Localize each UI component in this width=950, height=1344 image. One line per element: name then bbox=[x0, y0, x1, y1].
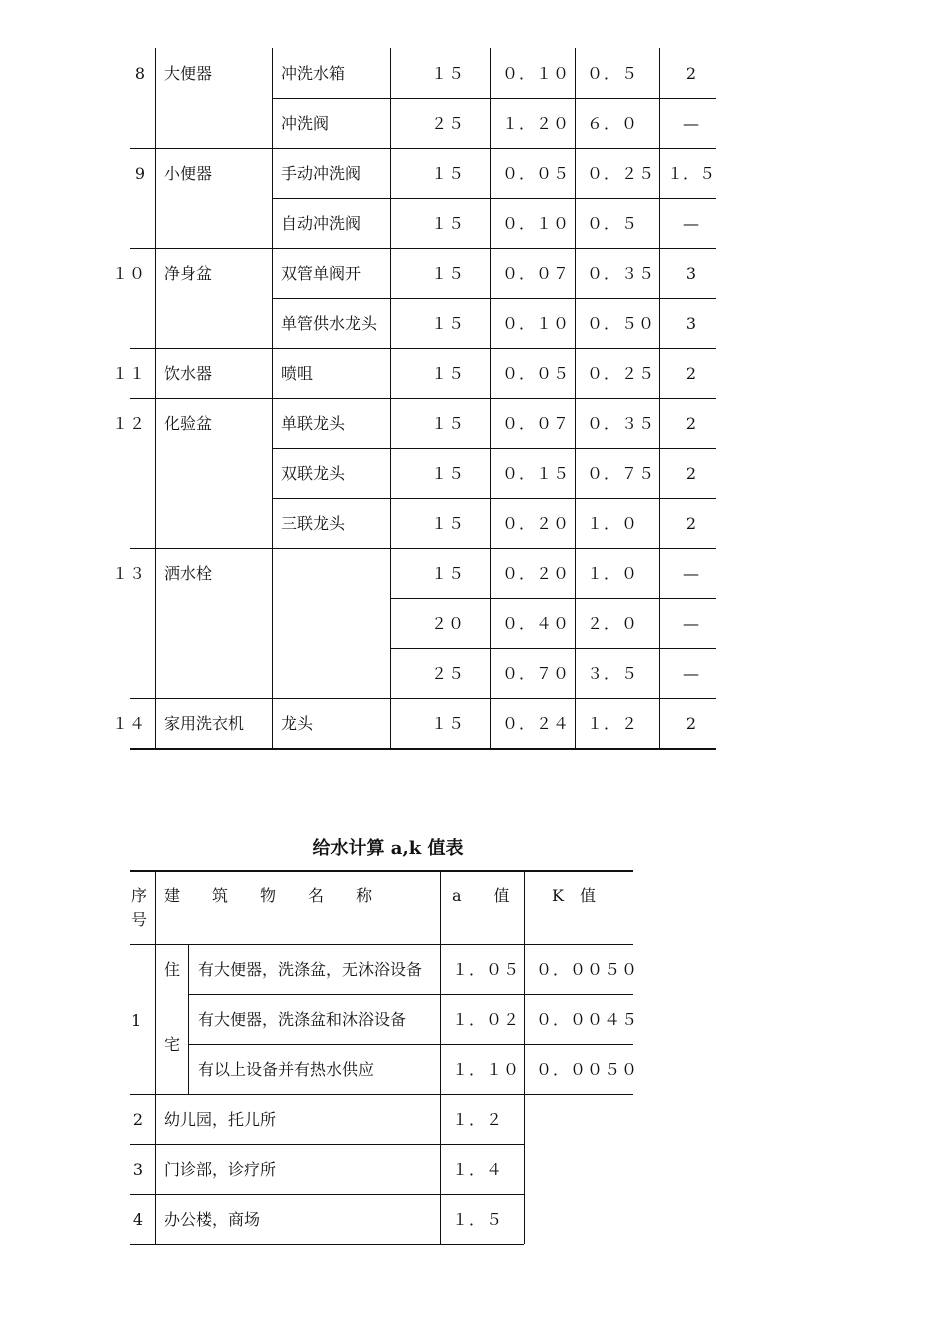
column-divider bbox=[575, 248, 576, 348]
fixture-name: 净身盆 bbox=[164, 264, 213, 283]
flow-value: ０．１５ bbox=[502, 464, 571, 483]
column-divider bbox=[155, 1144, 156, 1194]
flow-value: ０．０５ bbox=[502, 364, 571, 383]
a-value: １．１０ bbox=[452, 1060, 521, 1079]
pipe-diameter: １５ bbox=[430, 314, 465, 333]
column-divider bbox=[524, 870, 525, 1094]
column-divider bbox=[155, 1194, 156, 1244]
pipe-diameter: １５ bbox=[430, 564, 465, 583]
sub-row-separator bbox=[272, 498, 716, 499]
column-divider bbox=[390, 348, 391, 398]
building-description: 有以上设备并有热水供应 bbox=[198, 1060, 375, 1079]
fitting-name: 冲洗阀 bbox=[281, 114, 330, 133]
pipe-diameter: １５ bbox=[430, 414, 465, 433]
flow-value: ０．２４ bbox=[502, 714, 571, 733]
sub-row-separator bbox=[272, 448, 716, 449]
sub-row-separator bbox=[188, 1044, 633, 1045]
pressure-value: — bbox=[683, 664, 699, 683]
k-value: ０．００５０ bbox=[536, 960, 639, 979]
fixture-name: 化验盆 bbox=[164, 414, 213, 433]
a-value: １．４ bbox=[452, 1160, 504, 1179]
pipe-diameter: ２５ bbox=[430, 114, 465, 133]
header-separator bbox=[130, 944, 633, 945]
fixture-name: 洒水栓 bbox=[164, 564, 213, 583]
column-divider bbox=[272, 548, 273, 698]
column-divider bbox=[390, 248, 391, 348]
column-divider bbox=[272, 698, 273, 748]
pressure-value: 3 bbox=[685, 314, 697, 333]
building-description: 幼儿园，托儿所 bbox=[164, 1110, 277, 1129]
header-no-bottom: 号 bbox=[131, 910, 148, 929]
pipe-diameter: ２０ bbox=[430, 614, 465, 633]
building-description: 有大便器，洗涤盆，无沐浴设备 bbox=[198, 960, 423, 979]
equivalent-value: ２．０ bbox=[587, 614, 639, 633]
equivalent-value: ３．５ bbox=[587, 664, 639, 683]
k-value: ０．００４５ bbox=[536, 1010, 639, 1029]
fitting-name: 双管单阀开 bbox=[281, 264, 362, 283]
a-value: １．２ bbox=[452, 1110, 504, 1129]
equivalent-value: １．０ bbox=[587, 564, 639, 583]
row-number: １１ bbox=[111, 364, 146, 383]
row-separator bbox=[130, 748, 716, 750]
row-separator bbox=[130, 248, 716, 249]
row-separator bbox=[130, 1094, 633, 1095]
pipe-diameter: ２５ bbox=[430, 664, 465, 683]
flow-value: ０．１０ bbox=[502, 64, 571, 83]
column-divider bbox=[575, 48, 576, 148]
flow-value: ０．０５ bbox=[502, 164, 571, 183]
row-number: 3 bbox=[132, 1160, 144, 1179]
row-number: 9 bbox=[134, 164, 146, 183]
building-description: 办公楼，商场 bbox=[164, 1210, 261, 1229]
row-separator bbox=[130, 1194, 524, 1195]
fitting-name: 单联龙头 bbox=[281, 414, 346, 433]
building-description: 有大便器，洗涤盆和沐浴设备 bbox=[198, 1010, 407, 1029]
equivalent-value: ６．０ bbox=[587, 114, 639, 133]
equivalent-value: ０．２５ bbox=[587, 364, 656, 383]
equivalent-value: １．２ bbox=[587, 714, 639, 733]
pipe-diameter: １５ bbox=[430, 464, 465, 483]
row-separator bbox=[130, 548, 716, 549]
fixture-name: 小便器 bbox=[164, 164, 213, 183]
equivalent-value: ０．５ bbox=[587, 214, 639, 233]
equivalent-value: ０．５ bbox=[587, 64, 639, 83]
column-divider bbox=[155, 398, 156, 548]
pressure-value: — bbox=[683, 564, 699, 583]
group-number: 1 bbox=[131, 1011, 142, 1030]
column-divider bbox=[490, 548, 491, 698]
column-divider bbox=[390, 48, 391, 148]
sub-row-separator bbox=[390, 648, 716, 649]
column-divider bbox=[659, 148, 660, 248]
column-divider bbox=[155, 248, 156, 348]
row-separator bbox=[130, 1144, 524, 1145]
column-divider bbox=[390, 148, 391, 248]
pipe-diameter: １５ bbox=[430, 264, 465, 283]
column-divider bbox=[390, 398, 391, 548]
column-divider bbox=[490, 148, 491, 248]
pressure-value: — bbox=[683, 214, 699, 233]
column-divider bbox=[524, 1194, 525, 1244]
flow-value: ０．１０ bbox=[502, 214, 571, 233]
column-divider bbox=[390, 548, 391, 698]
column-divider bbox=[659, 698, 660, 748]
pressure-value: １．５ bbox=[666, 164, 715, 183]
pressure-value: 2 bbox=[685, 514, 697, 533]
column-divider bbox=[524, 1094, 525, 1144]
a-value: １．５ bbox=[452, 1210, 504, 1229]
row-separator bbox=[130, 148, 716, 149]
column-divider bbox=[659, 548, 660, 698]
pressure-value: 2 bbox=[685, 414, 697, 433]
pipe-diameter: １５ bbox=[430, 64, 465, 83]
fitting-name: 三联龙头 bbox=[281, 514, 346, 533]
pipe-diameter: １５ bbox=[430, 164, 465, 183]
pressure-value: 3 bbox=[685, 264, 697, 283]
pressure-value: 2 bbox=[685, 364, 697, 383]
column-divider bbox=[155, 48, 156, 148]
column-divider bbox=[659, 348, 660, 398]
column-divider bbox=[155, 548, 156, 698]
header-k-value: K 值 bbox=[552, 886, 596, 905]
fixture-name: 饮水器 bbox=[164, 364, 213, 383]
column-divider bbox=[490, 248, 491, 348]
pressure-value: — bbox=[683, 614, 699, 633]
column-divider bbox=[490, 398, 491, 548]
column-divider bbox=[659, 398, 660, 548]
flow-value: １．２０ bbox=[502, 114, 571, 133]
flow-value: ０．７０ bbox=[502, 664, 571, 683]
fixture-name: 大便器 bbox=[164, 64, 213, 83]
equivalent-value: ０．３５ bbox=[587, 414, 656, 433]
sub-row-separator bbox=[272, 198, 716, 199]
flow-value: ０．０７ bbox=[502, 264, 571, 283]
column-divider bbox=[440, 870, 441, 1094]
sub-row-separator bbox=[272, 298, 716, 299]
pipe-diameter: １５ bbox=[430, 514, 465, 533]
category-divider bbox=[188, 944, 189, 1094]
row-number: 4 bbox=[132, 1210, 144, 1229]
column-divider bbox=[440, 1094, 441, 1144]
pressure-value: 2 bbox=[685, 64, 697, 83]
fitting-name: 自动冲洗阀 bbox=[281, 214, 362, 233]
fitting-name: 双联龙头 bbox=[281, 464, 346, 483]
sub-row-separator bbox=[272, 98, 716, 99]
column-divider bbox=[155, 1094, 156, 1144]
header-no-top: 序 bbox=[131, 886, 148, 905]
pressure-value: 2 bbox=[685, 464, 697, 483]
sub-row-separator bbox=[390, 598, 716, 599]
column-divider bbox=[440, 1194, 441, 1244]
flow-value: ０．２０ bbox=[502, 564, 571, 583]
column-divider bbox=[440, 1144, 441, 1194]
equivalent-value: ０．７５ bbox=[587, 464, 656, 483]
row-number: １４ bbox=[111, 714, 146, 733]
column-divider bbox=[490, 698, 491, 748]
column-divider bbox=[272, 48, 273, 148]
column-divider bbox=[575, 348, 576, 398]
column-divider bbox=[575, 148, 576, 248]
flow-value: ０．０７ bbox=[502, 414, 571, 433]
fitting-name: 龙头 bbox=[281, 714, 314, 733]
flow-value: ０．１０ bbox=[502, 314, 571, 333]
column-divider bbox=[490, 48, 491, 148]
k-value: ０．００５０ bbox=[536, 1060, 639, 1079]
row-number: １３ bbox=[111, 564, 146, 583]
pipe-diameter: １５ bbox=[430, 714, 465, 733]
column-divider bbox=[155, 148, 156, 248]
column-divider bbox=[272, 248, 273, 348]
row-separator bbox=[130, 398, 716, 399]
equivalent-value: ０．２５ bbox=[587, 164, 656, 183]
row-number: 8 bbox=[134, 64, 146, 83]
flow-value: ０．２０ bbox=[502, 514, 571, 533]
equivalent-value: ０．５０ bbox=[587, 314, 656, 333]
row-separator bbox=[130, 1244, 524, 1245]
fitting-name: 喷咀 bbox=[281, 364, 314, 383]
fitting-name: 手动冲洗阀 bbox=[281, 164, 362, 183]
fixture-name: 家用洗衣机 bbox=[164, 714, 245, 733]
ak-table-title: 给水计算 a,k 值表 bbox=[312, 838, 464, 859]
category-top: 住 bbox=[164, 960, 181, 979]
column-divider bbox=[272, 398, 273, 548]
fitting-name: 冲洗水箱 bbox=[281, 64, 346, 83]
column-divider bbox=[575, 398, 576, 548]
column-divider bbox=[272, 348, 273, 398]
building-description: 门诊部，诊疗所 bbox=[164, 1160, 277, 1179]
column-divider bbox=[490, 348, 491, 398]
column-divider bbox=[155, 698, 156, 748]
column-divider bbox=[659, 248, 660, 348]
pipe-diameter: １５ bbox=[430, 364, 465, 383]
column-divider bbox=[390, 698, 391, 748]
column-divider bbox=[272, 148, 273, 248]
table-top-rule bbox=[130, 870, 633, 872]
column-divider bbox=[659, 48, 660, 148]
a-value: １．０２ bbox=[452, 1010, 521, 1029]
row-number: 2 bbox=[132, 1110, 144, 1129]
flow-value: ０．４０ bbox=[502, 614, 571, 633]
pressure-value: 2 bbox=[685, 714, 697, 733]
row-number: １２ bbox=[111, 414, 146, 433]
column-divider bbox=[155, 870, 156, 1094]
fitting-name: 单管供水龙头 bbox=[281, 314, 378, 333]
header-a-value: a 值 bbox=[452, 886, 510, 905]
column-divider bbox=[524, 1144, 525, 1194]
category-bottom: 宅 bbox=[164, 1035, 181, 1054]
equivalent-value: ０．３５ bbox=[587, 264, 656, 283]
equivalent-value: １．０ bbox=[587, 514, 639, 533]
row-separator bbox=[130, 698, 716, 699]
row-number: １０ bbox=[111, 264, 146, 283]
sub-row-separator bbox=[188, 994, 633, 995]
row-separator bbox=[130, 348, 716, 349]
column-divider bbox=[155, 348, 156, 398]
a-value: １．０５ bbox=[452, 960, 521, 979]
pipe-diameter: １５ bbox=[430, 214, 465, 233]
column-divider bbox=[575, 548, 576, 698]
header-building-name: 建 筑 物 名 称 bbox=[164, 886, 373, 905]
column-divider bbox=[575, 698, 576, 748]
pressure-value: — bbox=[683, 114, 699, 133]
